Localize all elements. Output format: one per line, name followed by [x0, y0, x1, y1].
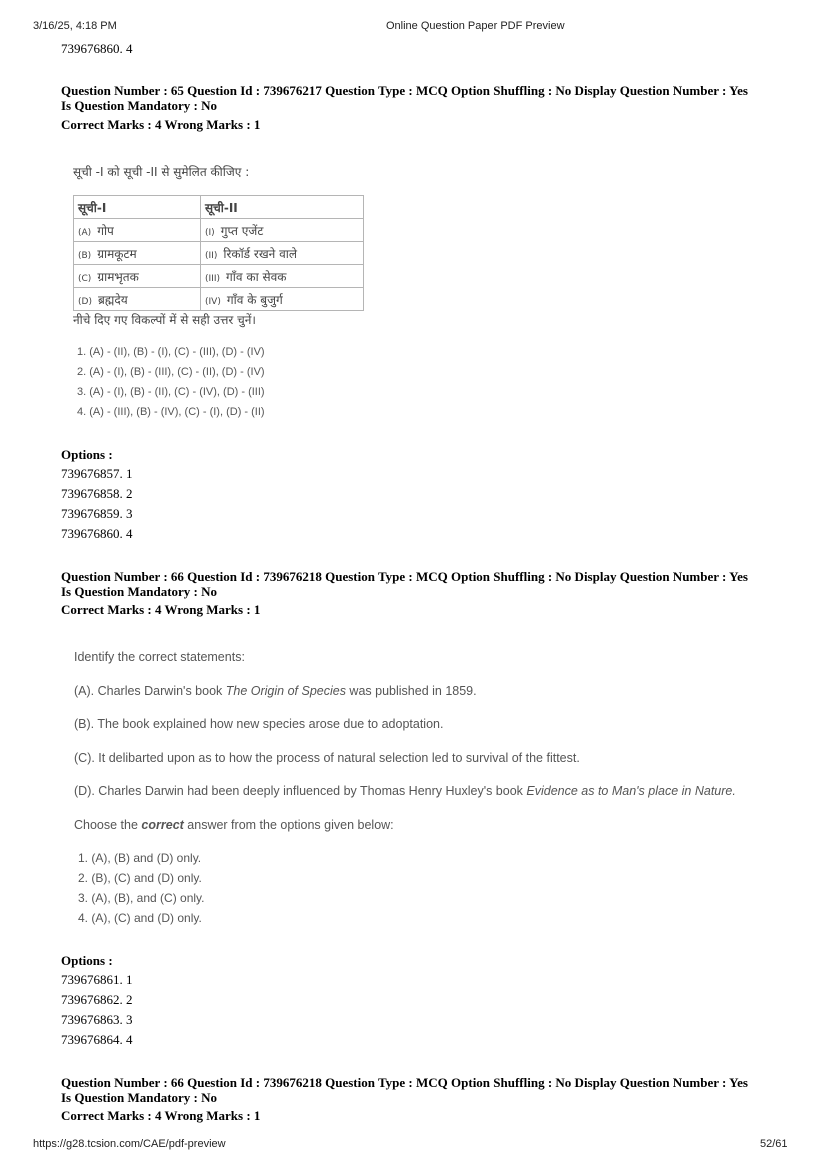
- q66b-marks: Correct Marks : 4 Wrong Marks : 1: [61, 1108, 261, 1123]
- q66b-meta-line2: Is Question Mandatory : No: [61, 1090, 218, 1105]
- table-row: [74, 288, 364, 311]
- table-cell: (B) ग्रामकूटम: [74, 242, 201, 265]
- table-header-cell: सूची-II: [201, 196, 364, 219]
- list-item: 3. (A), (B), and (C) only.: [78, 891, 205, 905]
- page-number: 52/61: [760, 1138, 788, 1150]
- q65-option-3: 739676859. 3: [61, 506, 133, 521]
- page-header-title: Online Question Paper PDF Preview: [386, 20, 565, 32]
- q66-choose-instruction: Choose the correct answer from the options given below:: [74, 818, 394, 832]
- q66-statement-b: (B). The book explained how new species arose due to adoptation.: [74, 717, 444, 731]
- q66-statement-d: (D). Charles Darwin had been deeply influenced by Thomas Henry Huxley's book Evidence as to Man's place in Nature.: [74, 784, 736, 798]
- previous-option-tail: 739676860. 4: [61, 41, 133, 56]
- q65-meta-line2: Is Question Mandatory : No: [61, 98, 218, 113]
- list-item: 4. (A), (C) and (D) only.: [78, 911, 202, 925]
- q65-choice-list: [77, 346, 265, 426]
- q66-options-label: Options :: [61, 953, 113, 968]
- q65-options-label: Options :: [61, 447, 113, 462]
- list-item: 4. (A) - (III), (B) - (IV), (C) - (I), (D) - (II): [77, 406, 265, 418]
- list-item: 1. (A), (B) and (D) only.: [78, 851, 202, 865]
- table-cell: (IV) गाँव के बुजुर्ग: [201, 288, 364, 311]
- q65-instruction: नीचे दिए गए विकल्पों में से सही उत्तर चुनें।: [73, 313, 256, 327]
- q66-meta-line1: Question Number : 66 Question Id : 739676218 Question Type : MCQ Option Shuffling : No Display Question Number : Yes: [61, 569, 748, 584]
- q65-meta-line1: Question Number : 65 Question Id : 739676217 Question Type : MCQ Option Shuffling : No Display Question Number : Yes: [61, 83, 748, 98]
- table-cell: (C) ग्रामभृतक: [74, 265, 201, 288]
- q65-option-2: 739676858. 2: [61, 486, 133, 501]
- q66-option-2: 739676862. 2: [61, 992, 133, 1007]
- q66-marks: Correct Marks : 4 Wrong Marks : 1: [61, 602, 261, 617]
- q66-intro: Identify the correct statements:: [74, 650, 245, 664]
- table-row: [74, 219, 364, 242]
- table-row: [74, 196, 364, 219]
- table-header-cell: सूची-I: [74, 196, 201, 219]
- q65-match-table: [73, 195, 364, 311]
- print-datetime: 3/16/25, 4:18 PM: [33, 20, 117, 32]
- q65-prompt: सूची -I को सूची -II से सुमेलित कीजिए :: [73, 165, 250, 179]
- table-cell: (D) ब्रह्मदेय: [74, 288, 201, 311]
- list-item: 2. (A) - (I), (B) - (III), (C) - (II), (D) - (IV): [77, 366, 265, 378]
- q66-option-3: 739676863. 3: [61, 1012, 133, 1027]
- table-cell: (II) रिकॉर्ड रखने वाले: [201, 242, 364, 265]
- q66-option-4: 739676864. 4: [61, 1032, 133, 1047]
- q66-option-1: 739676861. 1: [61, 972, 133, 987]
- q66-choice-list: [78, 851, 204, 931]
- table-cell: (I) गुप्त एजेंट: [201, 219, 364, 242]
- table-row: [74, 265, 364, 288]
- q66-statement-a: (A). Charles Darwin's book The Origin of Species was published in 1859.: [74, 684, 477, 698]
- table-cell: (A) गोप: [74, 219, 201, 242]
- q65-option-1: 739676857. 1: [61, 466, 133, 481]
- q65-marks: Correct Marks : 4 Wrong Marks : 1: [61, 117, 261, 132]
- q66-meta-line2: Is Question Mandatory : No: [61, 584, 218, 599]
- table-row: [74, 242, 364, 265]
- q65-option-4: 739676860. 4: [61, 526, 133, 541]
- list-item: 1. (A) - (II), (B) - (I), (C) - (III), (D) - (IV): [77, 346, 265, 358]
- table-cell: (III) गाँव का सेवक: [201, 265, 364, 288]
- list-item: 2. (B), (C) and (D) only.: [78, 871, 202, 885]
- list-item: 3. (A) - (I), (B) - (II), (C) - (IV), (D) - (III): [77, 386, 265, 398]
- q66-statement-c: (C). It delibarted upon as to how the process of natural selection led to survival of the fittest.: [74, 751, 580, 765]
- q66b-meta-line1: Question Number : 66 Question Id : 739676218 Question Type : MCQ Option Shuffling : No Display Question Number : Yes: [61, 1075, 748, 1090]
- footer-url: https://g28.tcsion.com/CAE/pdf-preview: [33, 1138, 226, 1150]
